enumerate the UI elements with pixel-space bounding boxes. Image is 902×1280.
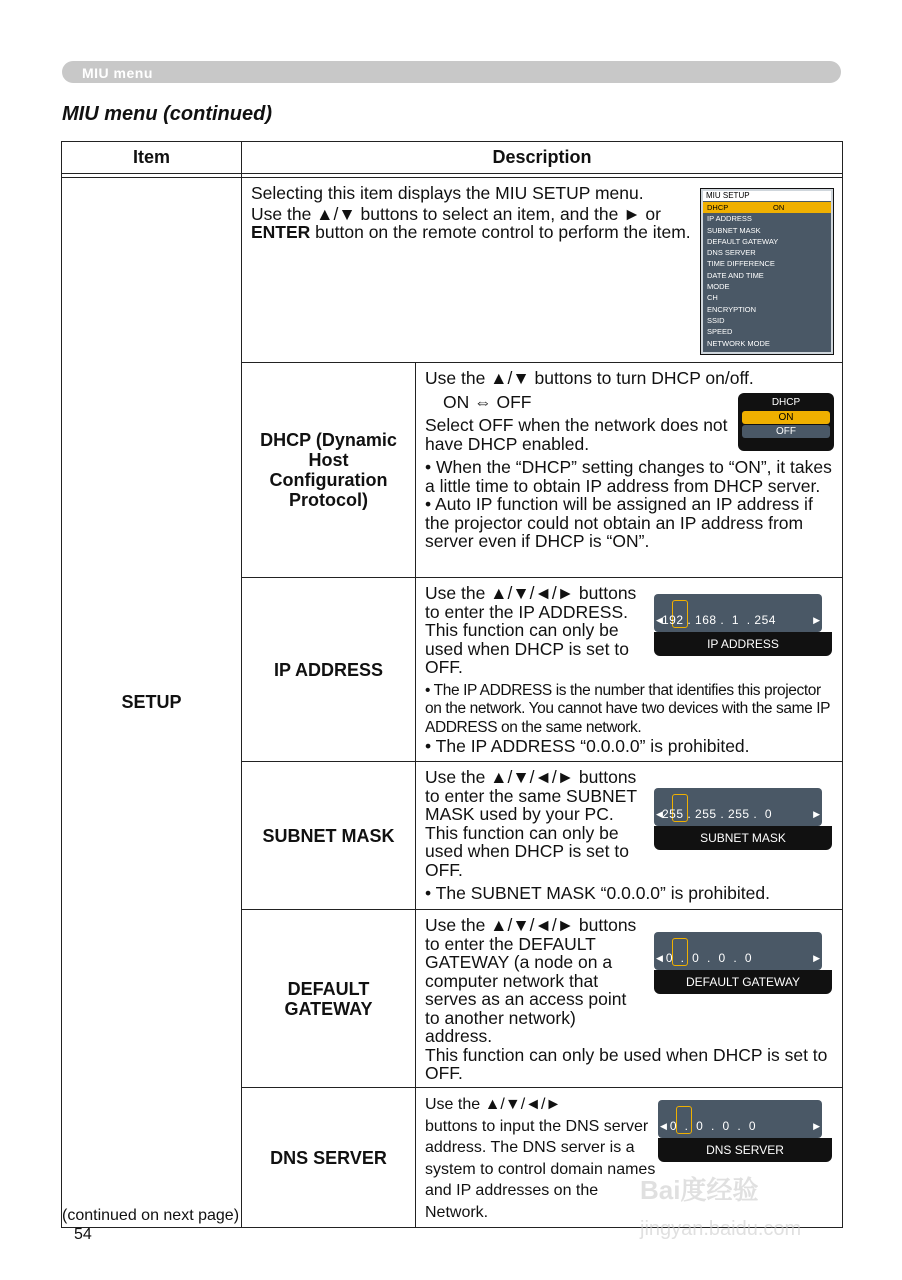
watermark-url: jingyan.baidu.com <box>640 1218 802 1240</box>
default-gateway-text: Use the ▲/▼/◄/► buttons to enter the DEFAULT GATEWAY (a node on a computer network that serves as an access point to another network) address. <box>425 915 637 1046</box>
subnet-mask-item-label: SUBNET MASK <box>242 762 416 910</box>
menu-item: CH <box>707 293 718 303</box>
subnet-mask-screenshot: ◀ 255 . 255 . 255 . 0 ▶ SUBNET MASK <box>654 788 834 854</box>
ip-address-note: • The IP ADDRESS “0.0.0.0” is prohibited. <box>425 736 750 756</box>
ip-address-description <box>416 578 843 762</box>
menu-title: MIU SETUP <box>703 191 831 201</box>
setup-intro-row <box>62 178 843 363</box>
ip-address-item-label: IP ADDRESS <box>242 578 416 762</box>
menu-item: TIME DIFFERENCE <box>707 259 775 269</box>
menu-item: MODE <box>707 282 730 292</box>
subnet-mask-text: Use the ▲/▼/◄/► buttons to enter the same SUBNET MASK used by your PC. This function can only be used when DHCP is set to OFF. <box>425 767 637 880</box>
ip-address-text: Use the ▲/▼/◄/► buttons to enter the IP ADDRESS. This function can only be used when DHCP is set to OFF. <box>425 583 637 677</box>
column-header-description: Description <box>242 142 843 174</box>
dhcp-line: Use the ▲/▼ buttons to turn DHCP on/off. <box>425 368 754 388</box>
dhcp-note: • Auto IP function will be assigned an IP address if the projector could not obtain an IP address from server even if DHCP is “ON”. <box>425 494 813 551</box>
ip-address-note: • The IP ADDRESS is the number that identifies this projector on the network. You cannot have two devices with the same IP ADDRESS on the same network. <box>425 681 830 736</box>
default-gateway-screenshot: ◀ 0 . 0 . 0 . 0 ▶ DEFAULT GATEWAY <box>654 932 834 998</box>
dns-server-item-label: DNS SERVER <box>242 1088 416 1228</box>
ip-address-screenshot: ◀ 192 . 168 . 1 . 254 ▶ IP ADDRESS <box>654 594 834 660</box>
dhcp-note: • When the “DHCP” setting changes to “ON”, it takes a little time to obtain IP address from DHCP server. <box>425 457 832 496</box>
setup-description <box>242 178 843 363</box>
dhcp-setting-screenshot <box>738 393 834 451</box>
default-gateway-widget-label: DEFAULT GATEWAY <box>654 970 832 994</box>
dns-server-screenshot: ◀ 0 . 0 . 0 . 0 ▶ DNS SERVER <box>658 1100 834 1166</box>
dns-server-text: buttons to input the DNS server address. The DNS server is a system to control domain names and IP addresses on the Network. <box>425 1117 656 1221</box>
dhcp-line: Select OFF when the network does not have DHCP enabled. <box>425 415 728 454</box>
dns-server-text: Use the ▲/▼/◄/► <box>425 1096 562 1113</box>
dhcp-widget-on: ON <box>742 411 830 424</box>
default-gateway-note: This function can only be used when DHCP is set to OFF. <box>425 1044 828 1083</box>
dhcp-description <box>416 363 843 578</box>
subnet-mask-widget-label: SUBNET MASK <box>654 826 832 850</box>
subnet-mask-description <box>416 762 843 910</box>
menu-item: IP ADDRESS <box>707 214 752 224</box>
dhcp-on-off: ON ⇔ OFF <box>443 391 532 412</box>
menu-item: DATE AND TIME <box>707 270 764 280</box>
miu-menu-table <box>61 141 843 1228</box>
column-header-item: Item <box>62 142 242 174</box>
menu-item: SPEED <box>707 327 733 337</box>
default-gateway-description <box>416 910 843 1088</box>
menu-item: DEFAULT GATEWAY <box>707 236 779 246</box>
ip-address-widget-label: IP ADDRESS <box>654 632 832 656</box>
continued-note: (continued on next page) <box>62 1207 240 1224</box>
page-title: MIU menu (continued) <box>62 103 272 125</box>
subnet-mask-note: • The SUBNET MASK “0.0.0.0” is prohibited. <box>425 883 770 903</box>
dhcp-widget-title: DHCP <box>771 397 801 408</box>
setup-intro-instructions: Use the ▲/▼ buttons to select an item, and the ► or ENTER button on the remote control to perform the item. <box>251 203 691 242</box>
dns-server-description <box>416 1088 843 1228</box>
default-gateway-item-label: DEFAULT GATEWAY <box>242 910 416 1088</box>
miu-setup-menu-screenshot <box>700 188 834 355</box>
menu-item: DNS SERVER <box>707 248 756 258</box>
menu-item: SUBNET MASK <box>707 225 761 235</box>
menu-item-dhcp: DHCP ON <box>703 202 831 213</box>
watermark-logo: Bai度经验 <box>640 1175 759 1205</box>
setup-intro-line: Selecting this item displays the MIU SETUP menu. <box>251 183 644 203</box>
page-number: 54 <box>74 1226 92 1243</box>
table-header-row <box>62 142 843 174</box>
dhcp-item-label: DHCP (Dynamic Host Configuration Protocol) <box>242 363 416 578</box>
section-header-bar <box>62 61 841 83</box>
dhcp-widget-off: OFF <box>742 425 830 438</box>
section-label: MIU menu <box>82 65 153 81</box>
menu-item: ENCRYPTION <box>707 304 757 314</box>
dns-server-widget-label: DNS SERVER <box>658 1138 832 1162</box>
menu-item: NETWORK MODE <box>707 338 770 348</box>
menu-item: SSID <box>707 315 725 325</box>
setup-item-label: SETUP <box>62 178 242 1228</box>
